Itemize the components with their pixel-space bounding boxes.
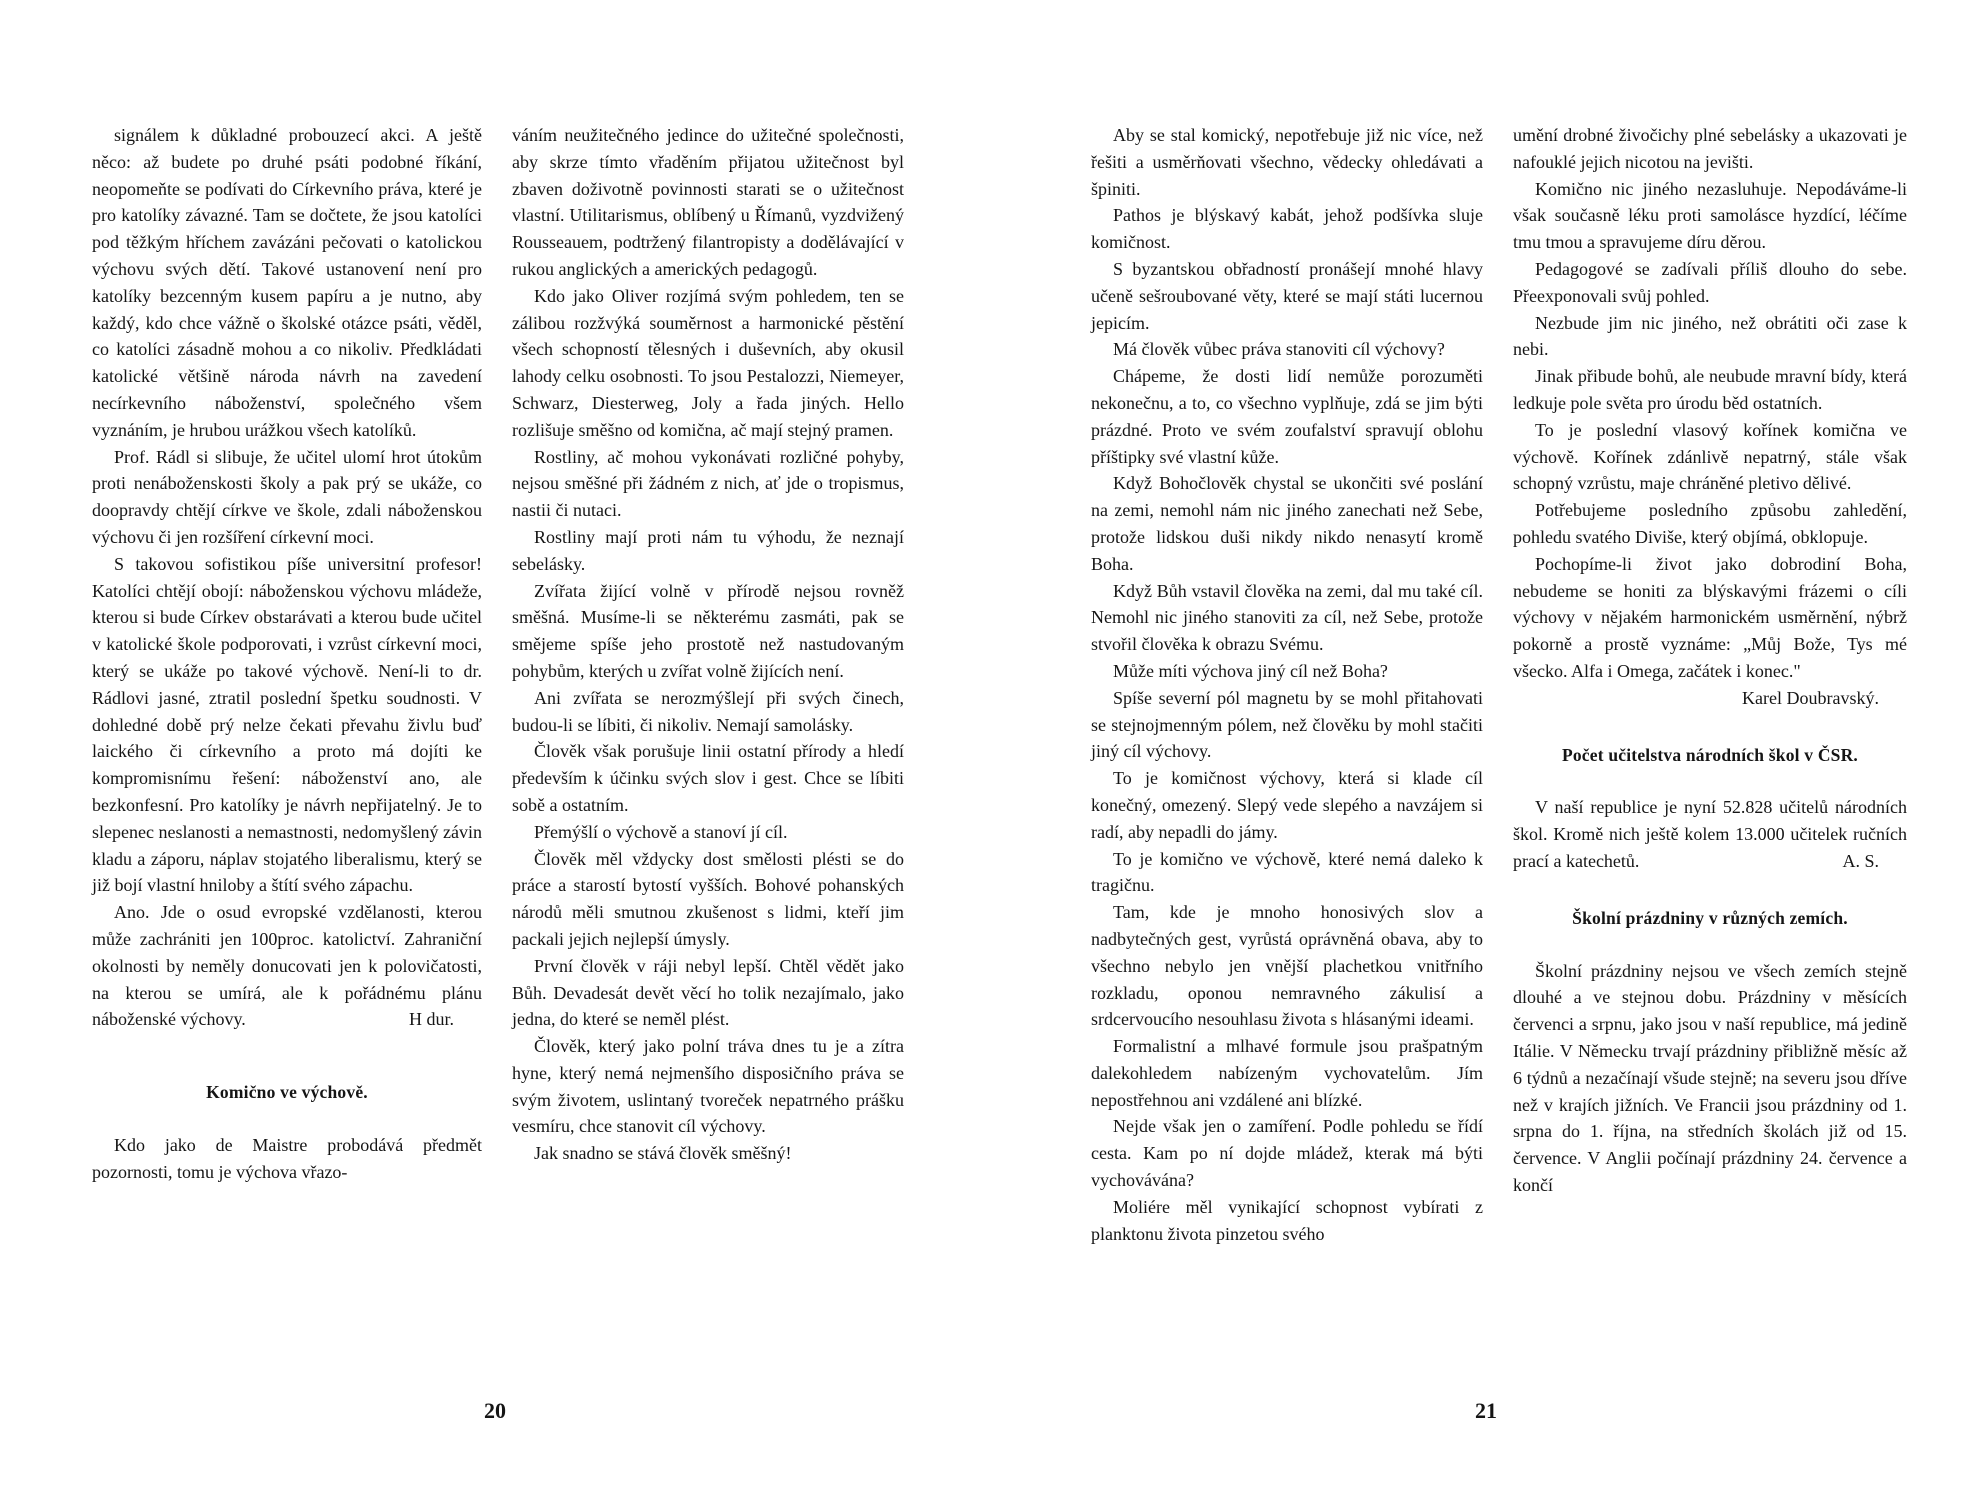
right-page-column-2: [1513, 122, 1907, 1199]
paragraph: Kdo jako Oliver rozjímá svým pohledem, ten se zálibou rozžvýká souměrnost a harmonické pěstění všech schopností tělesných i duševních, aby okusil lahody celku osobnosti. To jsou Pestalozzi, Niemeyer, Schwarz, Diesterweg, Joly a řada jiných. Hello rozlišuje směšno od komična, ač mají stejný pramen.: [512, 285, 904, 440]
page-number: 20: [484, 1398, 506, 1423]
paragraph: signálem k důkladné probouzecí akci. A ještě něco: až budete po druhé psáti podobné říkání, neopomeňte se podívati do Církevního práva, které je pro katolíky závazné. Tam se dočtete, že jsou katolíci pod těžkým hříchem zavázáni pečovati o katolickou výchovu svých dětí. Takové ustanovení není pro katolíky bezcenným kusem papíru a je nutno, aby každý, kdo chce vážně o školské otázce psáti, věděl, co katolíci zásadně mohou a co nikoliv. Předkládati katolické většině národa návrh na zavedení necírkevního náboženství, společného všem vyznáním, je hrubou urážkou všech katolíků.: [92, 125, 482, 440]
paragraph: Ani zvířata se nerozmýšlejí při svých činech, budou-li se líbiti, či nikoliv. Nemají samolásky.: [512, 687, 904, 735]
paragraph: Rostliny mají proti nám tu výhodu, že neznají sebelásky.: [512, 526, 904, 574]
paragraph: Aby se stal komický, nepotřebuje již nic více, než řešiti a usměrňovati všechno, vědecky ohledávati a špiniti.: [1091, 125, 1483, 199]
section-heading: Komično ve výchově.: [206, 1082, 368, 1103]
paragraph: Má člověk vůbec práva stanoviti cíl výchovy?: [1113, 339, 1445, 360]
paragraph: umění drobné živočichy plné sebelásky a ukazovati je nafouklé jejich nicotou na jevišti.: [1513, 125, 1907, 172]
paragraph: Když Bůh vstavil člověka na zemi, dal mu také cíl. Nemohl nic jiného stanoviti za cíl, než Sebe, protože stvořil člověka k obrazu Svému.: [1091, 580, 1483, 655]
paragraph: váním neužitečného jedince do užitečné společnosti, aby skrze tímto vřaděním přijatou užitečnost byl zbaven doživotně povinnosti starati se o užitečnost vlastní. Utilitarismus, oblíbený u Římanů, vyzdvižený Rousseauem, podtržený filantropisty a dodělávající v rukou anglických a amerických pedagogů.: [512, 125, 904, 279]
paragraph: Když Bohočlověk chystal se ukončiti své poslání na zemi, nemohl nám nic jiného zanechati než Sebe, protože lidskou duši nikdy nikdo nenasytí kromě Boha.: [1091, 473, 1483, 574]
paragraph: Spíše severní pól magnetu by se mohl přitahovati se stejnojmenným pólem, než člověku by mohl stačiti jiný cíl výchovy.: [1091, 687, 1483, 762]
paragraph: První člověk v ráji nebyl lepší. Chtěl vědět jako Bůh. Devadesát devět věcí ho tolik nezajímalo, jako jedna, do které se neměl plést.: [512, 955, 904, 1030]
paragraph: [92, 899, 482, 1033]
paragraph: Potřebujeme posledního způsobu zahledění, pohledu svatého Diviše, který objímá, obklopuje.: [1513, 500, 1907, 547]
paragraph: To je poslední vlasový kořínek komična ve výchově. Kořínek zdánlivě nepatrný, stále však schopný vzrůstu, maje chráněné pletivo dělivé.: [1513, 419, 1907, 494]
paragraph: Školní prázdniny nejsou ve všech zemích stejně dlouhé a ve stejnou dobu. Prázdniny v měsících červenci a srpnu, jako jsou v naší republice, má jedině Itálie. V Německu trvají prázdniny přibližně měsíc až 6 týdnů a nezačínají všude stejně; na severu jsou dříve než v krajích jižních. Ve Francii jsou prázdniny od 1. srpna do 1. října, na středních školách již od 15. července. V Anglii počínají prázdniny 24. července a končí: [1513, 960, 1907, 1195]
page-number: 21: [1475, 1398, 1497, 1423]
paragraph: Rostliny, ač mohou vykonávati rozličné pohyby, nejsou směšné při žádném z nich, ať jde o tropismus, nastii či nutaci.: [512, 446, 904, 521]
left-page-column-1: [92, 122, 482, 1185]
paragraph: Pathos je blýskavý kabát, jehož podšívka sluje komičnost.: [1091, 205, 1483, 253]
section-heading: Počet učitelstva národních škol v ČSR.: [1561, 744, 1859, 765]
paragraph: Nezbude jim nic jiného, než obrátiti oči zase k nebi.: [1513, 312, 1907, 360]
paragraph: Zvířata žijící volně v přírodě nejsou rovněž směšná. Musíme-li se některému zasmáti, pak se smějeme spíše jeho prostotě než nastudovaným pohybům, kterých u zvířat volně žijících není.: [512, 580, 904, 681]
paragraph: S takovou sofistikou píše universitní profesor! Katolíci chtějí obojí: náboženskou výchovu mládeže, kterou si bude Církev obstarávati a kterou bude učitel v katolické škole podporovati, i vzrůst církevní moci, který se ukáže po takové výchově. Není-li to dr. Rádlovi jasné, ztratil poslední špetku soudnosti. V dohledné době prý nelze čekati převahu živlu buď laického či církevního a proto má dojíti ke kompromisnímu řešení: náboženství ano, ale bezkonfesní. Pro katolíky je návrh nepřijatelný. Je to slepenec neslanosti a nemastnosti, nedomyšlený závin kladu a záporu, náplav stojatého liberalismu, který se již bojí vlastní hniloby a štítí svého zápachu.: [92, 553, 482, 896]
paragraph: Chápeme, že dosti lidí nemůže porozuměti nekonečnu, a to, co všechno vyplňuje, zdá se jim býti prázdné. Proto ve svém zoufalství spravují oblohu příštipky své vlastní kůže.: [1091, 366, 1483, 467]
paragraph: Komično nic jiného nezasluhuje. Nepodáváme-li však současně léku proti samolásce hyzdící, léčíme tmu tmou a spravujeme díru děrou.: [1513, 178, 1907, 253]
paragraph: Jinak přibude bohů, ale neubude mravní bídy, která ledkuje pole světa pro úrodu běd ostatních.: [1513, 366, 1907, 413]
author-signature: H dur.: [409, 1009, 454, 1030]
paragraph-text: V naší republice je nyní 52.828 učitelů národních škol. Kromě nich ještě kolem 13.000 učitelek ručních prací a katechetů.: [1513, 797, 1907, 871]
paragraph: To je komičnost výchovy, která si klade cíl konečný, omezený. Slepý vede slepého a navzájem si radí, aby nepadli do jámy.: [1091, 768, 1483, 842]
left-page-column-2: [512, 122, 904, 1167]
paragraph: Člověk však porušuje linii ostatní přírody a hledí především k účinku svých slov i gest. Chce se líbiti sobě a ostatním.: [512, 741, 904, 815]
paragraph: To je komično ve výchově, které nemá daleko k tragičnu.: [1091, 848, 1483, 896]
paragraph: Prof. Rádl si slibuje, že učitel ulomí hrot útokům proti nenáboženskosti školy a pak prý se ukáže, co doopravdy chtějí církve ve škole, zdali náboženskou výchovu či jen rozšíření církevní moci.: [92, 446, 482, 547]
author-signature: A. S.: [1842, 850, 1879, 871]
paragraph: Jak snadno se stává člověk směšný!: [534, 1143, 792, 1164]
paragraph: Formalistní a mlhavé formule jsou prašpatným dalekohledem nabízeným vychovatelům. Jím nepostřehnou ani vzdálené ani blízké.: [1091, 1036, 1483, 1110]
paragraph: Moliére měl vynikající schopnost vybírati z planktonu života pinzetou svého: [1091, 1196, 1483, 1244]
paragraph: [1513, 794, 1907, 874]
paragraph: Pochopíme-li život jako dobrodiní Boha, nebudeme se honiti za blýskavými frázemi o cíli výchovy v nějakém harmonickém usměrnění, nýbrž pokorně a prostě vyznáme: „Můj Bože, Tys mé všecko. Alfa i Omega, začátek i konec.": [1513, 553, 1907, 681]
paragraph: Nejde však jen o zamíření. Podle pohledu se řídí cesta. Kam po ní dojde mládež, kterak má býti vychovávána?: [1091, 1116, 1483, 1191]
paragraph: Tam, kde je mnoho honosivých slov a nadbytečných gest, vyrůstá oprávněná obava, aby to všechno nebylo jen vnější plachetkou vnitřního rozkladu, oponou nemravného zákulisí a srdcervoucího nesouhlasu života s hlásanými ideami.: [1091, 902, 1483, 1030]
paragraph: Pedagogové se zadívali příliš dlouho do sebe. Přeexponovali svůj pohled.: [1513, 258, 1907, 306]
paragraph-text: Ano. Jde o osud evropské vzdělanosti, kterou může zachrániti jen 100proc. katolictví. Zahraniční okolnosti by neměly donucovati jen k polovičatosti, na kterou se umírá, ale k pořádnému plánu náboženské výchovy.: [92, 902, 482, 1030]
paragraph: Člověk měl vždycky dost smělosti plésti se do práce a starostí bytostí vyšších. Bohové pohanských národů měli smutnou zkušenost s lidmi, kteří jim packali jejich nejlepší úmysly.: [512, 848, 904, 949]
paragraph: Přemýšlí o výchově a stanoví jí cíl.: [534, 821, 788, 842]
right-page: [993, 0, 1986, 1500]
author-signature: Karel Doubravský.: [1742, 687, 1879, 708]
paragraph: Člověk, který jako polní tráva dnes tu je a zítra hyne, který nemá nejmenšího disposičního práva se svým životem, uslintaný tvoreček nepatrného prášku vesmíru, chce stanovit cíl výchovy.: [512, 1036, 904, 1137]
section-heading: Školní prázdniny v různých zemích.: [1572, 907, 1848, 928]
paragraph: Kdo jako de Maistre probodává předmět pozornosti, tomu je výchova vřazo-: [92, 1134, 482, 1182]
right-page-column-1: [1091, 122, 1483, 1247]
paragraph: Může míti výchova jiný cíl než Boha?: [1113, 660, 1388, 681]
paragraph: S byzantskou obřadností pronášejí mnohé hlavy učeně sešroubované věty, které se mají státi lucernou jepicím.: [1091, 258, 1483, 333]
